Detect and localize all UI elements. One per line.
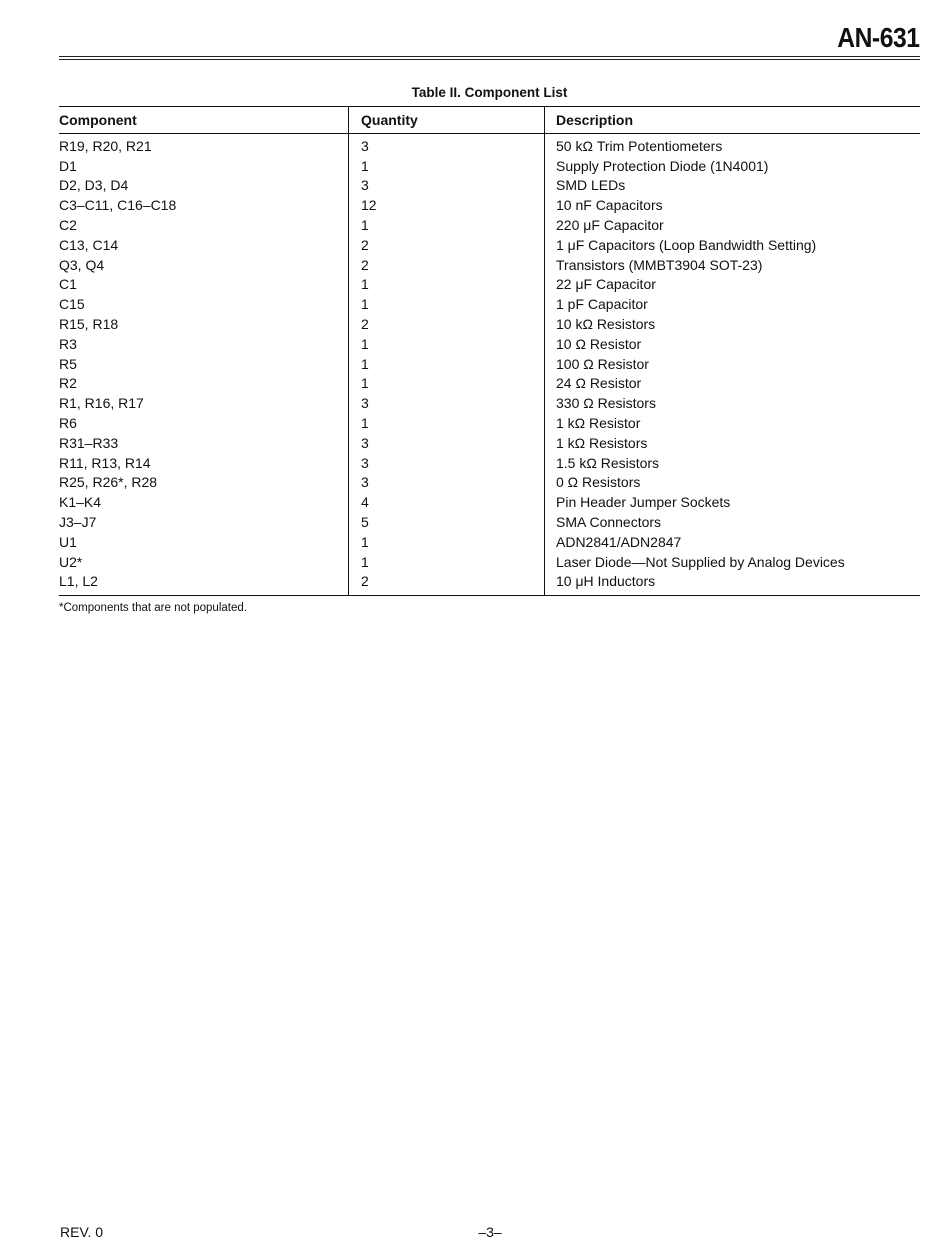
cell-quantity: 2 [349,255,545,275]
cell-component: R25, R26*, R28 [59,474,158,491]
cell-description: 1 μF Capacitors (Loop Bandwidth Setting) [545,235,921,255]
cell-component: R1, R16, R17 [59,395,144,412]
cell-description: 22 μF Capacitor [545,275,921,295]
cell-quantity: 1 [349,354,545,374]
table-row [59,512,920,532]
cell-description: 1.5 kΩ Resistors [545,453,921,473]
cell-quantity: 1 [349,374,545,394]
table-row [59,473,920,493]
table-row [59,136,920,156]
cell-description: Pin Header Jumper Sockets [545,492,921,512]
table-row [59,195,920,215]
column-header-quantity: Quantity [349,107,545,134]
cell-quantity: 1 [349,215,545,235]
table-row [59,532,920,552]
cell-component: L1, L2 [59,573,98,590]
cell-quantity: 3 [349,453,545,473]
cell-component: D1 [59,157,77,174]
cell-component: C3–C11, C16–C18 [59,197,177,214]
table-row [59,156,920,176]
header-rule-top [59,56,920,57]
cell-quantity: 2 [349,572,545,592]
table-row [59,393,920,413]
cell-description: 10 μH Inductors [545,572,921,592]
cell-quantity: 1 [349,156,545,176]
cell-description: 10 Ω Resistor [545,334,921,354]
cell-description: 1 pF Capacitor [545,294,921,314]
table-row [59,235,920,255]
cell-quantity: 3 [349,176,545,196]
table-body [59,134,920,596]
cell-description: 0 Ω Resistors [545,473,921,493]
table-spacer-bottom [59,591,920,596]
table-row [59,413,920,433]
cell-quantity: 1 [349,552,545,572]
cell-quantity: 3 [349,433,545,453]
cell-quantity: 3 [349,473,545,493]
cell-component: R11, R13, R14 [59,454,151,471]
cell-description: 220 μF Capacitor [545,215,921,235]
cell-description: 24 Ω Resistor [545,374,921,394]
cell-description: SMA Connectors [545,512,921,532]
table-row [59,314,920,334]
table-row [59,433,920,453]
cell-description: 10 nF Capacitors [545,195,921,215]
cell-component: U2* [59,553,83,570]
table-row [59,374,920,394]
cell-component: R31–R33 [59,434,119,451]
cell-description: Laser Diode—Not Supplied by Analog Devices [545,552,921,572]
cell-quantity: 3 [349,393,545,413]
table-header-row [59,107,920,134]
column-header-component: Component [59,107,349,134]
table-title: Table II. Component List [411,85,568,100]
cell-description: 330 Ω Resistors [545,393,921,413]
cell-quantity: 2 [349,235,545,255]
cell-quantity: 4 [349,492,545,512]
document-id: AN-631 [836,22,919,53]
cell-quantity: 1 [349,294,545,314]
cell-description: 1 kΩ Resistors [545,433,921,453]
cell-description: 1 kΩ Resistor [545,413,921,433]
cell-component: K1–K4 [59,494,102,511]
cell-component: R6 [59,415,77,432]
cell-quantity: 12 [349,195,545,215]
cell-description: ADN2841/ADN2847 [545,532,921,552]
table-row [59,255,920,275]
cell-component: C1 [59,276,77,293]
cell-component: C13, C14 [59,236,119,253]
table-row [59,176,920,196]
table-row [59,354,920,374]
page-number: –3– [478,1224,502,1240]
cell-quantity: 1 [349,532,545,552]
cell-component: Q3, Q4 [59,256,105,273]
cell-component: C2 [59,217,77,234]
cell-quantity: 2 [349,314,545,334]
cell-component: R19, R20, R21 [59,137,152,154]
cell-component: C15 [59,296,85,313]
cell-quantity: 1 [349,334,545,354]
cell-description: Transistors (MMBT3904 SOT-23) [545,255,921,275]
cell-component: R3 [59,335,77,352]
table-row [59,572,920,592]
table-row [59,334,920,354]
table-row [59,294,920,314]
cell-description: SMD LEDs [545,176,921,196]
cell-quantity: 5 [349,512,545,532]
cell-component: J3–J7 [59,514,97,531]
table-row [59,453,920,473]
cell-quantity: 1 [349,275,545,295]
table-footnote: *Components that are not populated. [59,602,247,614]
component-list-table [59,106,920,596]
column-header-description: Description [545,107,921,134]
cell-component: U1 [59,533,77,550]
revision-label: REV. 0 [60,1224,104,1240]
cell-description: 50 kΩ Trim Potentiometers [545,136,921,156]
header-rule-bottom [59,59,920,60]
cell-component: R5 [59,355,77,372]
cell-description: Supply Protection Diode (1N4001) [545,156,921,176]
cell-description: 100 Ω Resistor [545,354,921,374]
table-row [59,492,920,512]
table-row [59,215,920,235]
table-row [59,552,920,572]
cell-quantity: 3 [349,136,545,156]
cell-component: D2, D3, D4 [59,177,129,194]
cell-component: R2 [59,375,77,392]
cell-component: R15, R18 [59,316,119,333]
table-row [59,275,920,295]
cell-quantity: 1 [349,413,545,433]
cell-description: 10 kΩ Resistors [545,314,921,334]
